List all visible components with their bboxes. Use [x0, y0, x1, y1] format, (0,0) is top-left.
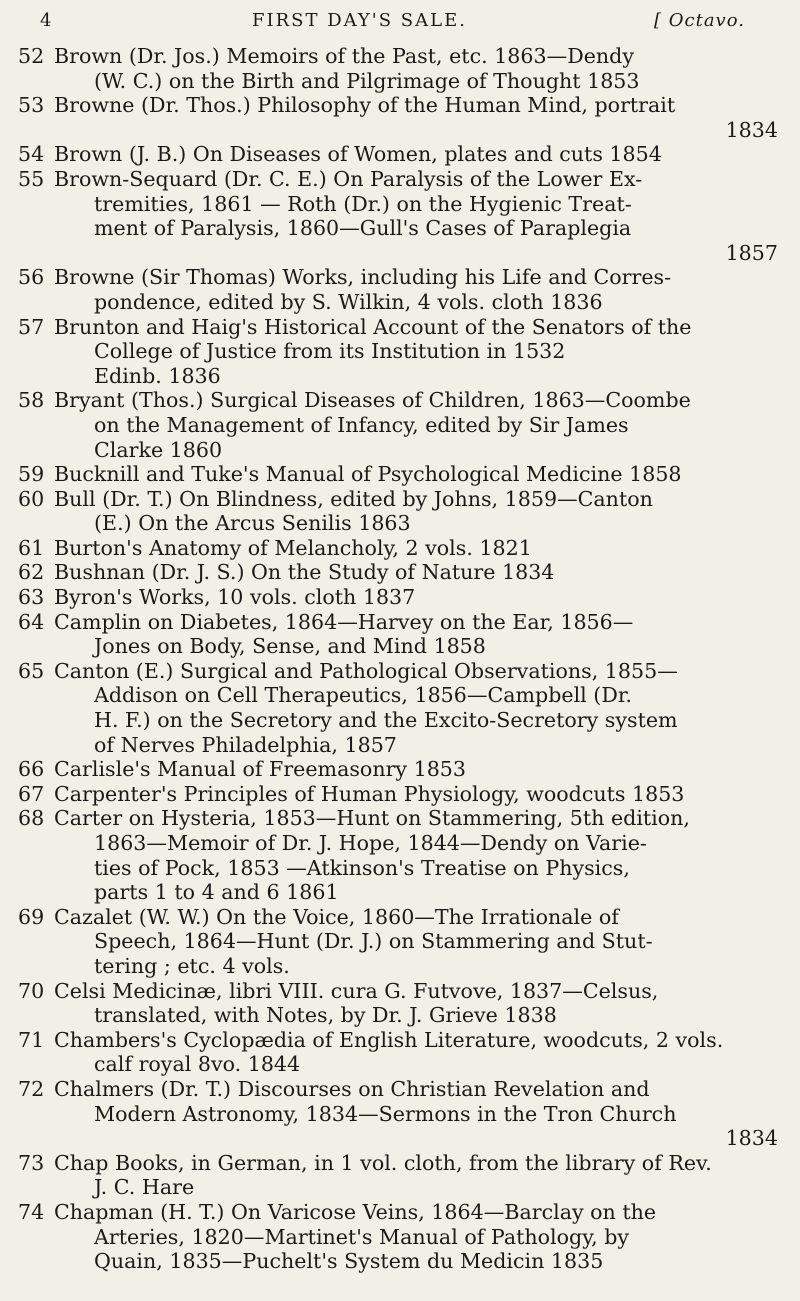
entry-line: calf royal 8vo. 1844 — [94, 1052, 301, 1077]
entry-line: Canton (E.) Surgical and Pathological Observations, 1855— — [54, 658, 678, 683]
catalogue-entry — [18, 388, 788, 462]
catalogue-entry — [18, 536, 788, 561]
lot-number: 67 — [18, 781, 45, 806]
entry-line: of Nerves Philadelphia, 1857 — [94, 732, 397, 757]
entry-line: Carlisle's Manual of Freemasonry 1853 — [54, 757, 467, 782]
entry-line: Chambers's Cyclopædia of English Literature, woodcuts, 2 vols. — [54, 1027, 724, 1052]
entry-line: Edinb. 1836 — [94, 363, 221, 388]
entry-line: parts 1 to 4 and 6 1861 — [94, 880, 339, 905]
lot-number: 73 — [18, 1150, 45, 1175]
lot-number: 70 — [18, 978, 45, 1003]
entry-line: Chap Books, in German, in 1 vol. cloth, from the library of Rev. — [54, 1150, 712, 1175]
entry-line: 1863—Memoir of Dr. J. Hope, 1844—Dendy on Varie- — [94, 831, 647, 855]
entry-line: translated, with Notes, by Dr. J. Grieve 1838 — [94, 1003, 557, 1028]
entry-line: ment of Paralysis, 1860—Gull's Cases of Paraplegia — [94, 216, 632, 241]
page-header — [22, 2, 782, 36]
entry-line: pondence, edited by S. Wilkin, 4 vols. cloth 1836 — [94, 289, 603, 314]
catalogue-entries — [18, 44, 788, 1274]
entry-line: Chalmers (Dr. T.) Discourses on Christian Revelation and — [54, 1076, 650, 1101]
catalogue-entry — [18, 487, 788, 536]
lot-number: 55 — [18, 166, 45, 191]
lot-number: 74 — [18, 1199, 45, 1224]
entry-line: Burton's Anatomy of Melancholy, 2 vols. 1821 — [54, 535, 532, 560]
lot-number: 71 — [18, 1027, 45, 1052]
lot-number: 65 — [18, 658, 45, 683]
catalogue-entry — [18, 905, 788, 979]
entry-line: Byron's Works, 10 vols. cloth 1837 — [54, 585, 416, 610]
lot-number: 68 — [18, 806, 45, 831]
lot-number: 57 — [18, 314, 45, 339]
lot-number: 53 — [18, 93, 45, 118]
catalogue-entry — [18, 782, 788, 807]
lot-number: 62 — [18, 560, 45, 585]
entry-line: Camplin on Diabetes, 1864—Harvey on the Ear, 1856— — [54, 609, 634, 634]
entry-line: Carter on Hysteria, 1853—Hunt on Stammering, 5th edition, — [54, 806, 690, 831]
entry-line: J. C. Hare — [94, 1175, 195, 1200]
entry-line: Bucknill and Tuke's Manual of Psychological Medicine 1858 — [54, 462, 682, 487]
entry-line: Brown (J. B.) On Diseases of Women, plates and cuts 1854 — [54, 142, 662, 167]
catalogue-entry — [18, 462, 788, 487]
lot-number: 60 — [18, 486, 45, 511]
entry-line: Speech, 1864—Hunt (Dr. J.) on Stammering and Stut- — [94, 929, 653, 954]
entry-line: Browne (Sir Thomas) Works, including his Life and Corres- — [54, 265, 672, 290]
lot-number: 54 — [18, 142, 45, 167]
entry-line: (W. C.) on the Birth and Pilgrimage of Thought 1853 — [94, 68, 640, 93]
entry-line: Carpenter's Principles of Human Physiology, woodcuts 1853 — [54, 781, 685, 806]
entry-line: 1834 — [725, 117, 778, 142]
entry-line: Addison on Cell Therapeutics, 1856—Campbell (Dr. — [94, 683, 632, 708]
catalogue-entry — [18, 142, 788, 167]
entry-line: Brown (Dr. Jos.) Memoirs of the Past, etc. 1863—Dendy — [54, 44, 634, 68]
entry-line: (E.) On the Arcus Senilis 1863 — [94, 511, 411, 536]
entry-line: Brunton and Haig's Historical Account of the Senators of the — [54, 314, 692, 339]
entry-line: 1857 — [725, 240, 778, 265]
lot-number: 72 — [18, 1076, 45, 1101]
entry-line: tering ; etc. 4 vols. — [94, 953, 290, 978]
lot-number: 61 — [18, 535, 45, 560]
catalogue-entry — [18, 585, 788, 610]
entry-line: Arteries, 1820—Martinet's Manual of Pathology, by — [94, 1224, 630, 1249]
entry-line: Brown-Sequard (Dr. C. E.) On Paralysis of the Lower Ex- — [54, 166, 643, 191]
entry-line: on the Management of Infancy, edited by Sir James — [94, 412, 629, 437]
catalogue-entry — [18, 610, 788, 659]
catalogue-entry — [18, 806, 788, 904]
catalogue-entry — [18, 659, 788, 757]
lot-number: 56 — [18, 265, 45, 290]
lot-number: 52 — [18, 44, 45, 68]
page-title: FIRST DAY'S SALE. — [252, 10, 467, 31]
lot-number: 59 — [18, 462, 45, 487]
catalogue-entry — [18, 315, 788, 389]
lot-number: 69 — [18, 904, 45, 929]
catalogue-entry — [18, 757, 788, 782]
catalogue-entry — [18, 167, 788, 265]
catalogue-entry — [18, 1200, 788, 1274]
catalogue-entry — [18, 1077, 788, 1151]
entry-line: Jones on Body, Sense, and Mind 1858 — [94, 634, 486, 659]
entry-line: Bryant (Thos.) Surgical Diseases of Children, 1863—Coombe — [54, 388, 691, 413]
catalogue-entry — [18, 1028, 788, 1077]
entry-line: College of Justice from its Institution in 1532 — [94, 339, 566, 364]
page-number: 4 — [40, 10, 53, 31]
entry-line: Modern Astronomy, 1834—Sermons in the Tron Church — [94, 1101, 677, 1126]
entry-line: Chapman (H. T.) On Varicose Veins, 1864—Barclay on the — [54, 1199, 657, 1224]
entry-line: Clarke 1860 — [94, 437, 223, 462]
catalogue-entry — [18, 93, 788, 142]
catalogue-entry — [18, 44, 788, 93]
format-label: [ Octavo. — [654, 10, 745, 31]
entry-line: ties of Pock, 1853 —Atkinson's Treatise on Physics, — [94, 855, 630, 880]
lot-number: 58 — [18, 388, 45, 413]
entry-line: Cazalet (W. W.) On the Voice, 1860—The Irrationale of — [54, 904, 619, 929]
lot-number: 63 — [18, 585, 45, 610]
entry-line: Bull (Dr. T.) On Blindness, edited by Johns, 1859—Canton — [54, 486, 653, 511]
entry-line: Celsi Medicinæ, libri VIII. cura G. Futvove, 1837—Celsus, — [54, 978, 659, 1003]
lot-number: 66 — [18, 757, 45, 782]
entry-line: H. F.) on the Secretory and the Excito-Secretory system — [94, 708, 678, 733]
entry-line: Browne (Dr. Thos.) Philosophy of the Human Mind, portrait — [54, 93, 676, 118]
entry-line: Bushnan (Dr. J. S.) On the Study of Nature 1834 — [54, 560, 555, 585]
entry-line: Quain, 1835—Puchelt's System du Medicin 1835 — [94, 1249, 604, 1274]
entry-line: tremities, 1861 — Roth (Dr.) on the Hygienic Treat- — [94, 191, 632, 216]
lot-number: 64 — [18, 609, 45, 634]
catalogue-entry — [18, 265, 788, 314]
catalogue-entry — [18, 560, 788, 585]
catalogue-entry — [18, 1151, 788, 1200]
catalogue-entry — [18, 979, 788, 1028]
entry-line: 1834 — [725, 1126, 778, 1151]
